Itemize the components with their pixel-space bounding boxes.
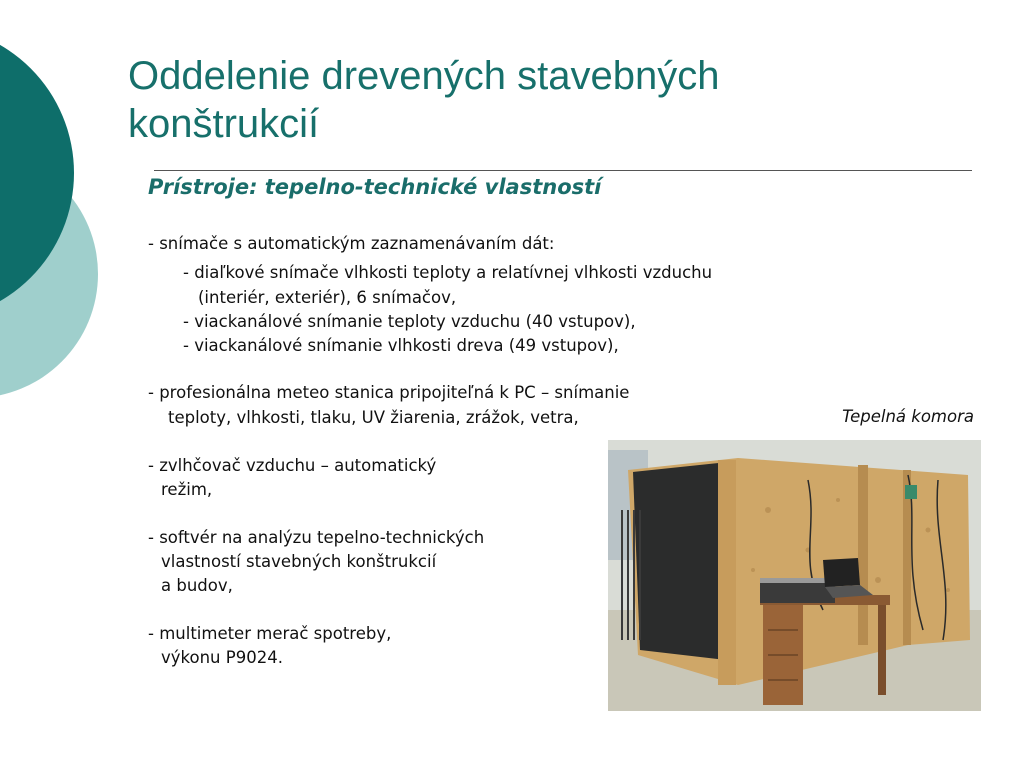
slide-title: [128, 52, 978, 148]
body-line: - viackanálové snímanie teploty vzduchu (40 vstupov),: [183, 312, 636, 331]
body-line: - snímače s automatickým zaznamenávaním dát:: [148, 234, 555, 253]
body-line: teploty, vlhkosti, tlaku, UV žiarenia, zrážok, vetra,: [168, 408, 579, 427]
body-line: - viackanálové snímanie vlhkosti dreva (49 vstupov),: [183, 336, 619, 355]
body-line: - multimeter merač spotreby,: [148, 624, 392, 643]
title-line: Oddelenie drevených stavebných: [128, 54, 720, 98]
title-divider: [154, 170, 972, 171]
thermal-chamber-photo: [608, 440, 981, 711]
body-line: - diaľkové snímače vlhkosti teploty a relatívnej vlhkosti vzduchu: [183, 263, 713, 282]
body-line: - profesionálna meteo stanica pripojiteľná k PC – snímanie: [148, 383, 630, 402]
slide-subtitle: Prístroje: tepelno-technické vlastností: [148, 175, 602, 199]
body-line: vlastností stavebných konštrukcií: [161, 552, 437, 571]
body-line: režim,: [161, 480, 213, 499]
body-line: výkonu P9024.: [161, 648, 283, 667]
body-line: a budov,: [161, 576, 233, 595]
photo-caption: Tepelná komora: [842, 407, 974, 426]
title-line: konštrukcií: [128, 102, 320, 146]
body-line: - zvlhčovač vzduchu – automatický: [148, 456, 437, 475]
body-line: - softvér na analýzu tepelno-technických: [148, 528, 485, 547]
body-line: (interiér, exteriér), 6 snímačov,: [198, 288, 457, 307]
